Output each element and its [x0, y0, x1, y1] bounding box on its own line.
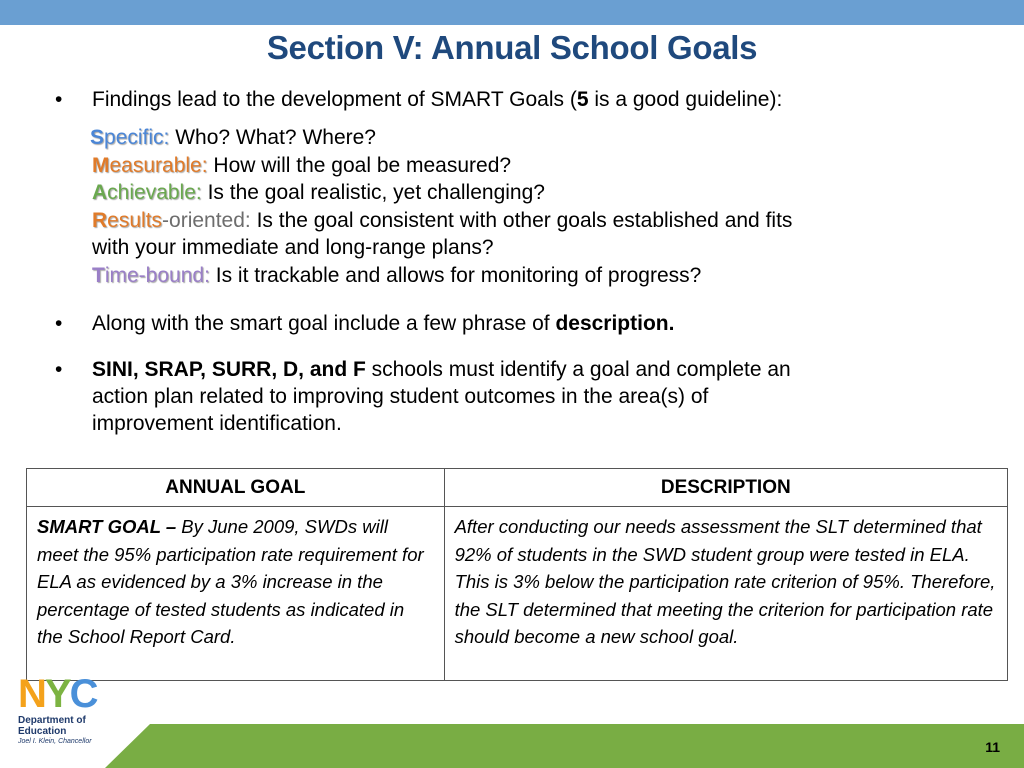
description-cell: After conducting our needs assessment the SLT determined that 92% of students in the SWD student group were tested in ELA. This is 3% below the participation rate criterion of 95%. Therefore, the SLT determined that meeting the criterion for participation rate should become a new school goal. [444, 507, 1007, 681]
logo-department: Department of Education [18, 715, 86, 737]
bullet-marker: • [55, 358, 63, 381]
time-bound-keyword: Time-bound: [92, 263, 210, 287]
results-keyword: Results [92, 208, 163, 232]
measurable-keyword: Measurable: [92, 153, 208, 177]
table-row [27, 507, 1008, 681]
logo-chancellor: Joel I. Klein, Chancellor [18, 738, 92, 745]
bullet-marker: • [55, 312, 63, 335]
smart-achievable: Achievable: Is the goal realistic, yet challenging? [92, 181, 545, 204]
smart-specific: Specific: Who? What? Where? [90, 126, 376, 149]
bullet-marker: • [55, 88, 63, 111]
slide-title: Section V: Annual School Goals [266, 29, 758, 66]
bullet-text: Findings lead to the development of SMART Goals (5 is a good guideline): [92, 88, 783, 111]
smart-results-continued: with your immediate and long-range plans? [92, 236, 494, 259]
header-annual-goal: ANNUAL GOAL [27, 469, 445, 507]
table-header-row [27, 469, 1008, 507]
nyc-doe-logo [18, 672, 138, 755]
achievable-keyword: Achievable: [92, 181, 202, 204]
smart-measurable: Measurable: How will the goal be measured? [92, 153, 512, 177]
bullet-text: Along with the smart goal include a few phrase of description. [92, 312, 675, 335]
header-description: DESCRIPTION [444, 469, 1007, 507]
nyc-wordmark: NYC [18, 672, 97, 716]
page-number: 11 [985, 739, 1000, 755]
smart-results: Results-oriented: Is the goal consistent with other goals established and fits [92, 208, 793, 232]
smart-criteria-list [90, 124, 960, 289]
footer-bar [0, 724, 1024, 768]
annual-goal-cell: SMART GOAL – By June 2009, SWDs will meet the 95% participation rate requirement for ELA as evidenced by a 3% increase in the percentage of tested students as indicated in the School Report Card. [27, 507, 445, 681]
bullet-text: SINI, SRAP, SURR, D, and F schools must identify a goal and complete an action plan related to improving student outcomes in the area(s) of improvement identification. [92, 358, 791, 435]
top-accent-bar [0, 0, 1024, 25]
specific-keyword: Specific: [90, 126, 170, 149]
smart-time-bound: Time-bound: Is it trackable and allows for monitoring of progress? [92, 263, 702, 287]
annual-goals-table [26, 468, 1008, 681]
